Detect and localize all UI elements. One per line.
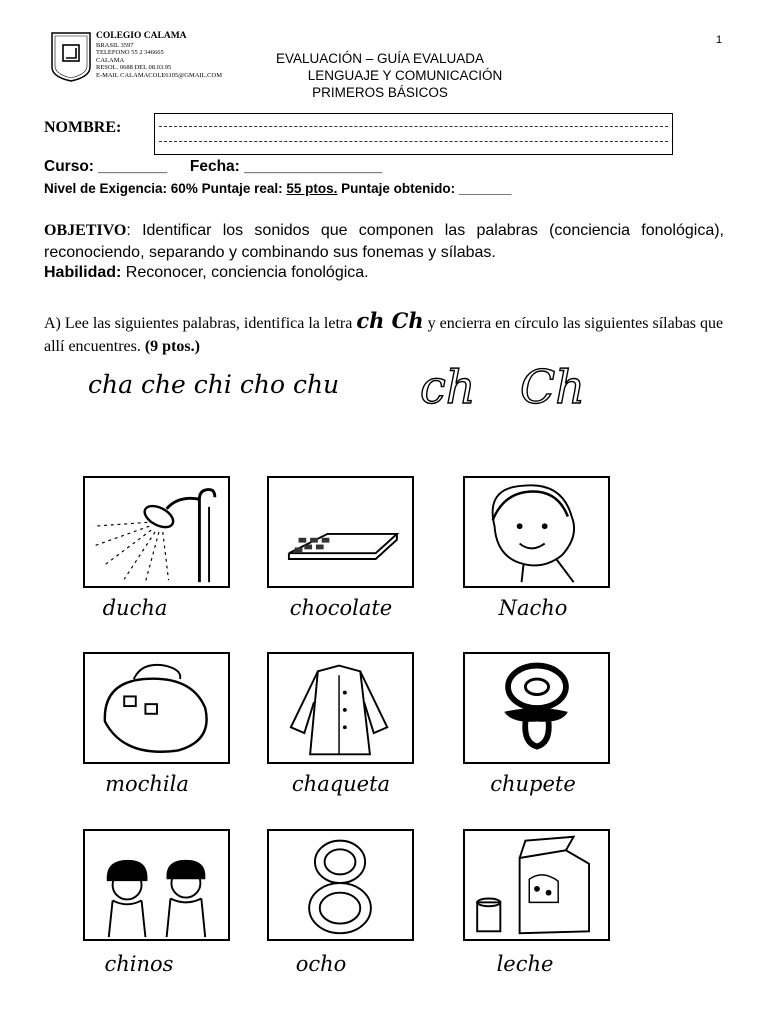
- word-ducha: ducha: [102, 596, 168, 620]
- puntaje-obtenido-field[interactable]: Puntaje obtenido: _______: [341, 181, 512, 196]
- name-line-1: [159, 126, 668, 127]
- school-phone: TELEFONO 55 2 346665: [96, 49, 164, 57]
- skill-label: Habilidad:: [44, 264, 122, 281]
- picture-chaqueta: [267, 652, 414, 764]
- objective-text: : Identificar los sonidos que componen las palabras (conciencia fonológica), reconociendo, separando y combinando sus fonemas y sílabas.: [44, 222, 724, 261]
- picture-ocho: [267, 829, 414, 941]
- skill-text: Reconocer, conciencia fonológica.: [121, 264, 369, 281]
- skill-paragraph: [44, 264, 369, 282]
- curso-label: Curso:: [44, 158, 94, 175]
- picture-chinos: [83, 829, 230, 941]
- nivel-exigencia-text: Nivel de Exigencia: 60% Puntaje real:: [44, 181, 283, 196]
- school-logo: [50, 31, 92, 83]
- fecha-label: Fecha:: [189, 158, 240, 175]
- word-chocolate: chocolate: [289, 596, 393, 620]
- instruction-paragraph: [44, 309, 744, 358]
- word-chaqueta: chaqueta: [291, 772, 391, 796]
- header-line-3: PRIMEROS BÁSICOS: [312, 85, 448, 100]
- picture-leche: [463, 829, 610, 941]
- picture-ducha: [83, 476, 230, 588]
- syllables-line: cha che chi cho chu: [88, 370, 340, 399]
- school-resolution: RESOL. 0688 DEL 08.03.95: [96, 64, 172, 72]
- big-letter-upper: Ch: [520, 360, 585, 414]
- school-address: BRASIL 3597: [96, 42, 134, 49]
- page-number: 1: [716, 34, 723, 46]
- instruction-letters: ch Ch: [356, 308, 424, 333]
- curso-field[interactable]: ________: [98, 158, 168, 175]
- picture-chupete: [463, 652, 610, 764]
- word-chinos: chinos: [104, 952, 174, 976]
- name-line-2: [159, 141, 668, 142]
- word-nacho: Nacho: [498, 596, 568, 620]
- instruction-part-2: y encierra en círculo las siguientes sílabas que allí encuentres.: [44, 315, 724, 355]
- picture-nacho: [463, 476, 610, 588]
- school-email: E-MAIL CALAMACOLE6105@GMAIL.COM: [96, 71, 222, 79]
- picture-chocolate: [267, 476, 414, 588]
- objective-paragraph: [44, 220, 724, 264]
- big-letter-lower: ch: [420, 360, 476, 414]
- objective-label: OBJETIVO: [44, 222, 127, 239]
- puntaje-real-value: 55 ptos.: [286, 181, 338, 196]
- nombre-field[interactable]: [154, 113, 673, 155]
- picture-mochila: [83, 652, 230, 764]
- nombre-label: NOMBRE:: [44, 119, 122, 136]
- score-row: [44, 181, 511, 196]
- word-leche: leche: [496, 952, 554, 976]
- instruction-points: (9 ptos.): [144, 338, 200, 355]
- school-city: CALAMA: [96, 56, 125, 64]
- school-name: COLEGIO CALAMA: [96, 31, 187, 41]
- word-chupete: chupete: [490, 772, 576, 796]
- word-ocho: ocho: [295, 952, 347, 976]
- word-mochila: mochila: [105, 772, 189, 796]
- header-line-1: EVALUACIÓN – GUÍA EVALUADA: [275, 51, 485, 66]
- fecha-field[interactable]: ________________: [244, 158, 383, 175]
- header-line-2: LENGUAJE Y COMUNICACIÓN: [307, 68, 503, 83]
- instruction-part-1: A) Lee las siguientes palabras, identifica la letra: [44, 315, 357, 332]
- curso-fecha-row: [44, 158, 382, 176]
